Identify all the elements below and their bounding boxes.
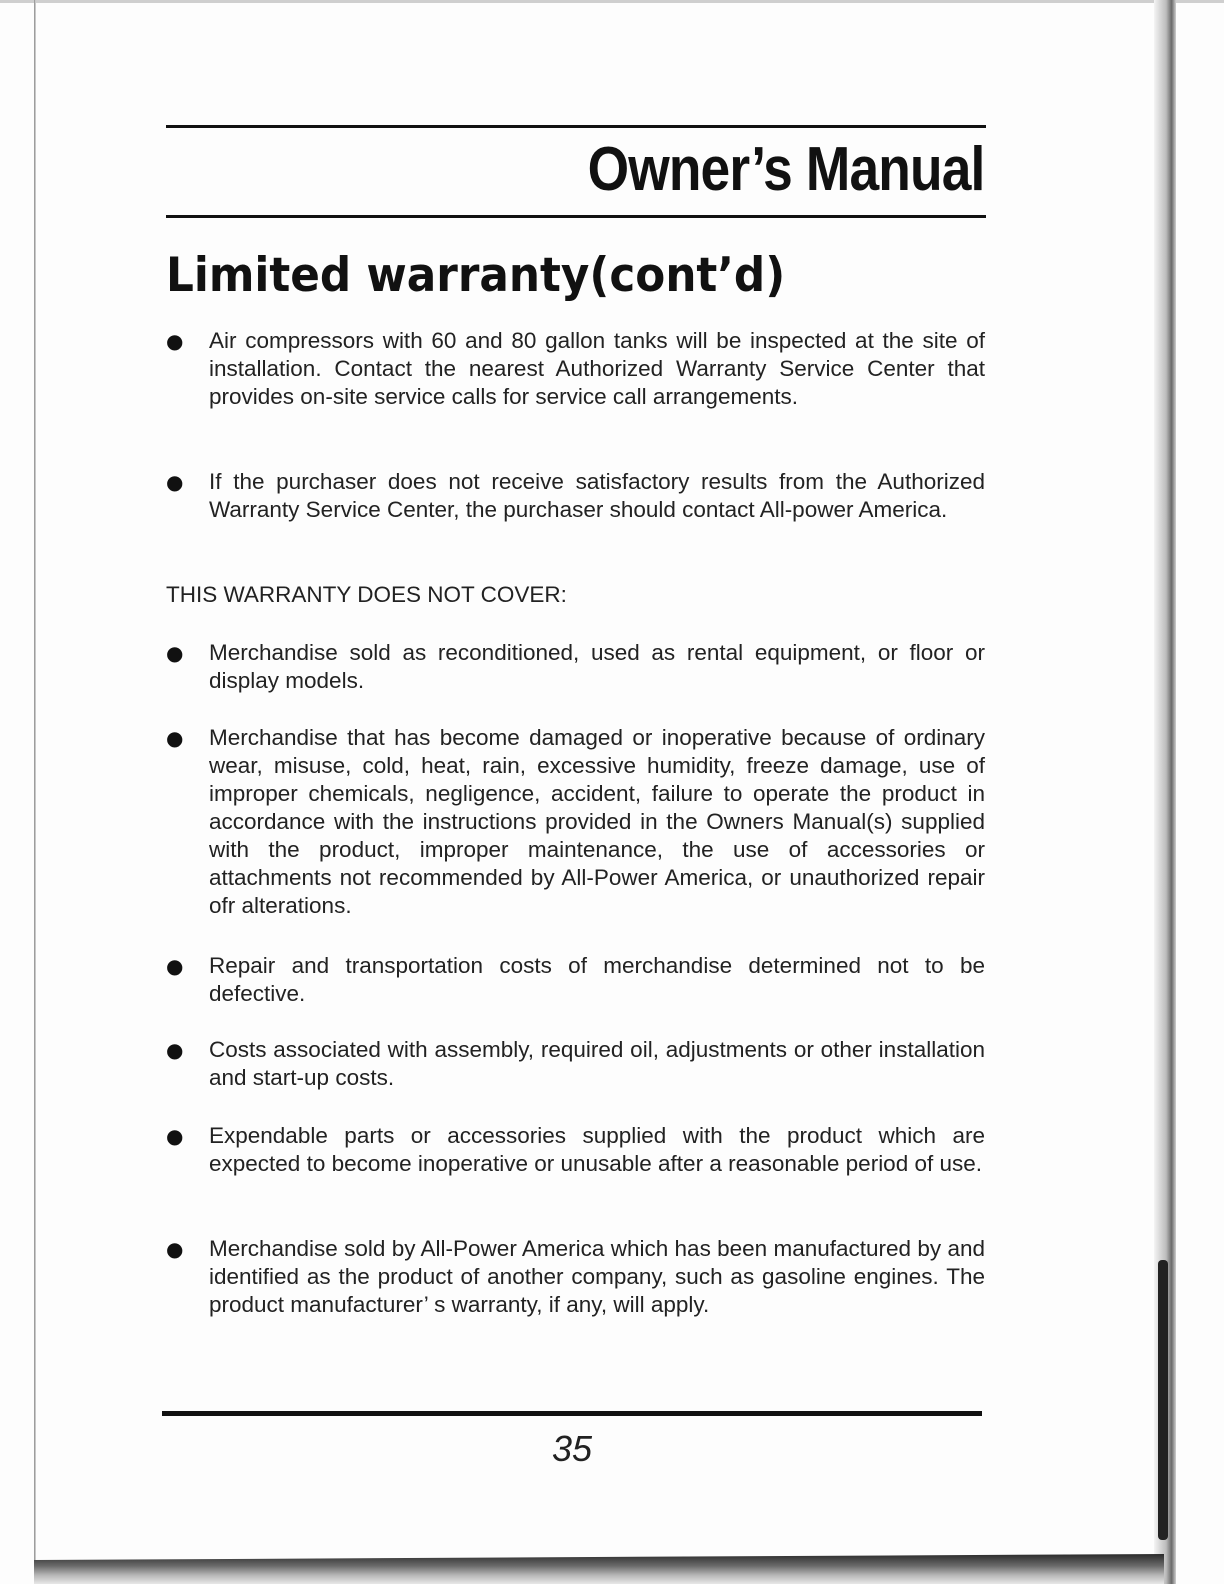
bullet-icon: ● — [166, 329, 184, 353]
page-number: 35 — [551, 1428, 593, 1469]
scan-edge-top — [0, 0, 1224, 3]
list-item-text: Repair and transportation costs of merchandise determined not to be defective. — [209, 953, 985, 1006]
list-item-text: Costs associated with assembly, required oil, adjustments or other installation and start-up costs. — [209, 1037, 985, 1090]
bullet-icon: ● — [166, 1237, 184, 1261]
bullet-icon: ● — [166, 470, 184, 494]
list-item-text: Merchandise that has become damaged or inoperative because of ordinary wear, misuse, cold, heat, rain, excessive humidity, freeze damage, use of improper chemicals, negligence, accident, failure to operate the product in accordance with the instructions provided in the Owners Manual(s) supplied with the product, improper maintenance, the use of accessories or attachments not recommended by All-Power America, or unauthorized repair ofr alterations. — [209, 725, 985, 918]
section-heading: Limited warranty(cont’d) — [166, 248, 786, 303]
not-covered-heading: THIS WARRANTY DOES NOT COVER: — [166, 582, 567, 607]
list-item-text: Expendable parts or accessories supplied with the product which are expected to become inoperative or unusable after a reasonable period of use. — [209, 1123, 985, 1176]
bullet-icon: ● — [166, 1038, 184, 1062]
footer-rule — [162, 1411, 982, 1416]
list-item-text: Merchandise sold as reconditioned, used as rental equipment, or floor or display models. — [209, 640, 985, 693]
document-title: Owner’s Manual — [587, 135, 984, 204]
header-rule-top — [166, 125, 986, 128]
scan-shadow-right — [1158, 1260, 1168, 1540]
list-item-text: Air compressors with 60 and 80 gallon tanks will be inspected at the site of installation. Contact the nearest Authorized Warranty Service Center that provides on-site service calls for service call arrangements. — [209, 328, 985, 409]
list-item-text: Merchandise sold by All-Power America which has been manufactured by and identified as the product of another company, such as gasoline engines. The product manufacturer’ s warranty, if any, will apply. — [209, 1236, 985, 1317]
bullet-icon: ● — [166, 641, 184, 665]
bullet-icon: ● — [166, 1124, 184, 1148]
bullet-icon: ● — [166, 954, 184, 978]
list-item-text: If the purchaser does not receive satisfactory results from the Authorized Warranty Service Center, the purchaser should contact All-power America. — [209, 469, 985, 522]
scan-edge-bottom — [34, 1554, 1164, 1584]
scan-edge-left — [34, 0, 36, 1584]
header-rule-bottom — [166, 215, 986, 218]
bullet-icon: ● — [166, 726, 184, 750]
